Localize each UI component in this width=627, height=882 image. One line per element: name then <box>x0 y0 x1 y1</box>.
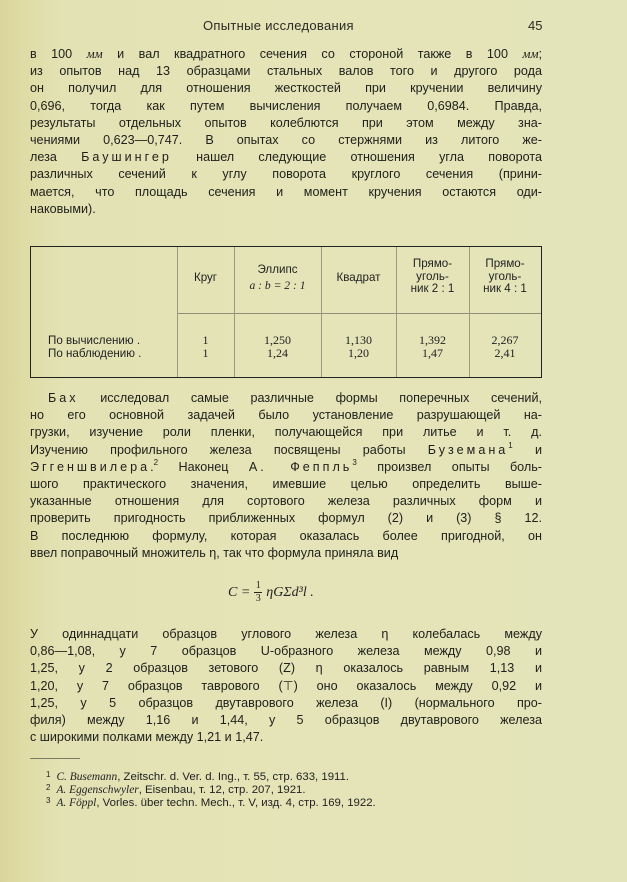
text-line: Эггеншвилера.$^2$ Наконец А. Феппль$^3$ произвел опыты боль- <box>30 457 542 474</box>
text-line: 1,25, у 2 образцов зетового (Z) η оказалось равным 1,13 и <box>30 661 542 676</box>
comparison-table <box>30 246 542 378</box>
text-line: чениями 0,623—0,747. В опытах со стержнями из литого же- <box>30 133 542 148</box>
footnote-2: $^2$ A. Eggenschwyler, Eisenbau, т. 12, стр. 207, 1921. <box>46 783 306 796</box>
text-line: ввел поправочный множитель η, так что формула приняла вид <box>30 545 399 560</box>
text-line: Изучению профильного железа посвящены работы Буземана$^1$ и <box>30 440 542 457</box>
text-line: мается, что площадь сечения и момент кручения остаются оди- <box>30 184 542 199</box>
footnote-1: $^1$ C. Busemann, Zeitschr. d. Ver. d. Ing., т. 55, стр. 633, 1911. <box>46 770 350 783</box>
text-line: филя) между 1,16 и 1,44, у 5 образцов двутаврового железа <box>30 713 542 728</box>
torsion-formula: C = $\frac{1}{3}$ ηGΣd³l . <box>228 580 314 604</box>
text-line: В последнюю формулу, которая оказалась более пригодной, он <box>30 528 542 543</box>
text-line: 1,25, у 5 образцов двутаврового железа (I) (нормального про- <box>30 695 542 710</box>
table-cell: 1,24 <box>267 346 288 360</box>
text-line: проверить пригодность приближенных формул (2) и (3) § 12. <box>30 511 542 526</box>
column-header-rect-2-1: Прямо- уголь- ник 2 : 1 <box>410 257 455 295</box>
text-line: Бах исследовал самые различные формы поперечных сечений, <box>48 391 542 405</box>
text-line: из опытов над 13 образцами стальных валов того и другого рода <box>30 64 542 79</box>
text-line: указанные отношения для сортового железа различных форм и <box>30 494 542 509</box>
running-head <box>0 18 627 38</box>
text-line: 1,20, у 7 образцов таврового (⊤) оно оказалось между 0,92 и <box>30 678 542 693</box>
paragraph-2 <box>30 390 542 562</box>
page-number: 45 <box>528 18 543 33</box>
header-separator <box>177 313 541 314</box>
spaced-name: Эггеншвилера <box>30 459 151 474</box>
text-line: он получил для отношения жесткостей при кручении величину <box>30 81 542 96</box>
text-line: но его основной задачей было установление разрушающей на- <box>30 408 542 423</box>
column-header-circle: Круг <box>193 271 218 284</box>
row-label-observed: По наблюдению . <box>48 347 142 360</box>
table-cell: 1,47 <box>422 346 443 360</box>
paragraph-3 <box>30 626 542 746</box>
text-line: грузки, изучение роли пленки, получающейся при литье и т. д. <box>30 425 542 440</box>
text-line: с широкими полками между 1,21 и 1,47. <box>30 730 264 745</box>
text-line: леза Баушингер нашел следующие отношения угла поворота <box>30 150 542 165</box>
table-cell: 2,41 <box>494 346 516 360</box>
text-line: различных сечений к углу поворота круглого сечения (прини- <box>30 167 542 182</box>
fraction: $\frac{1}{3}$ <box>255 580 261 604</box>
footnote-rule <box>30 758 80 759</box>
column-header-square: Квадрат <box>336 271 381 284</box>
table-cell: 1,20 <box>348 346 369 360</box>
footnote-ref[interactable]: 1 <box>508 440 513 450</box>
paragraph-1 <box>30 46 542 218</box>
spaced-name: Буземана <box>427 442 509 457</box>
text-line: в 100 мм и вал квадратного сечения со стороной также в 100 мм; <box>30 47 542 61</box>
running-title: Опытные исследования <box>203 18 354 33</box>
table-cell: 1,250 <box>264 333 291 347</box>
text-line: 0,86—1,08, у 7 образцов U-образного железа между 0,98 и <box>30 644 542 659</box>
footnote-3: $^3$ A. Föppl, Vorles. über techn. Mech., т. V, изд. 4, стр. 169, 1922. <box>46 796 376 809</box>
column-header-ellipse: Эллипс a : b = 2 : 1 <box>249 263 306 292</box>
text-line: шого практического значения, имевшие целью определить выше- <box>30 477 542 492</box>
text-line: У одиннадцати образцов углового железа η колебалась между <box>30 627 542 641</box>
text-line: наковыми). <box>30 201 96 216</box>
table-cell: 1 <box>202 333 209 347</box>
table-cell: 1 <box>202 346 209 360</box>
footnote-ref[interactable]: 2 <box>153 457 159 467</box>
column-header-rect-4-1: Прямо- уголь- ник 4 : 1 <box>483 257 527 295</box>
table-cell: 2,267 <box>491 333 519 347</box>
table-cell: 1,130 <box>345 333 372 347</box>
spaced-name: Бах <box>48 391 79 405</box>
spaced-name: Баушингер <box>81 150 172 165</box>
text-line: результаты отдельных опытов колеблются при этом между зна- <box>30 115 542 130</box>
table-cell: 1,392 <box>419 333 446 347</box>
text-line: 0,696, тогда как путем вычисления получаем 0,6984. Правда, <box>30 98 542 113</box>
row-label-calculated: По вычислению . <box>48 334 141 347</box>
footnote-ref[interactable]: 3 <box>352 457 357 467</box>
spaced-name: А. Феппль <box>248 459 353 474</box>
